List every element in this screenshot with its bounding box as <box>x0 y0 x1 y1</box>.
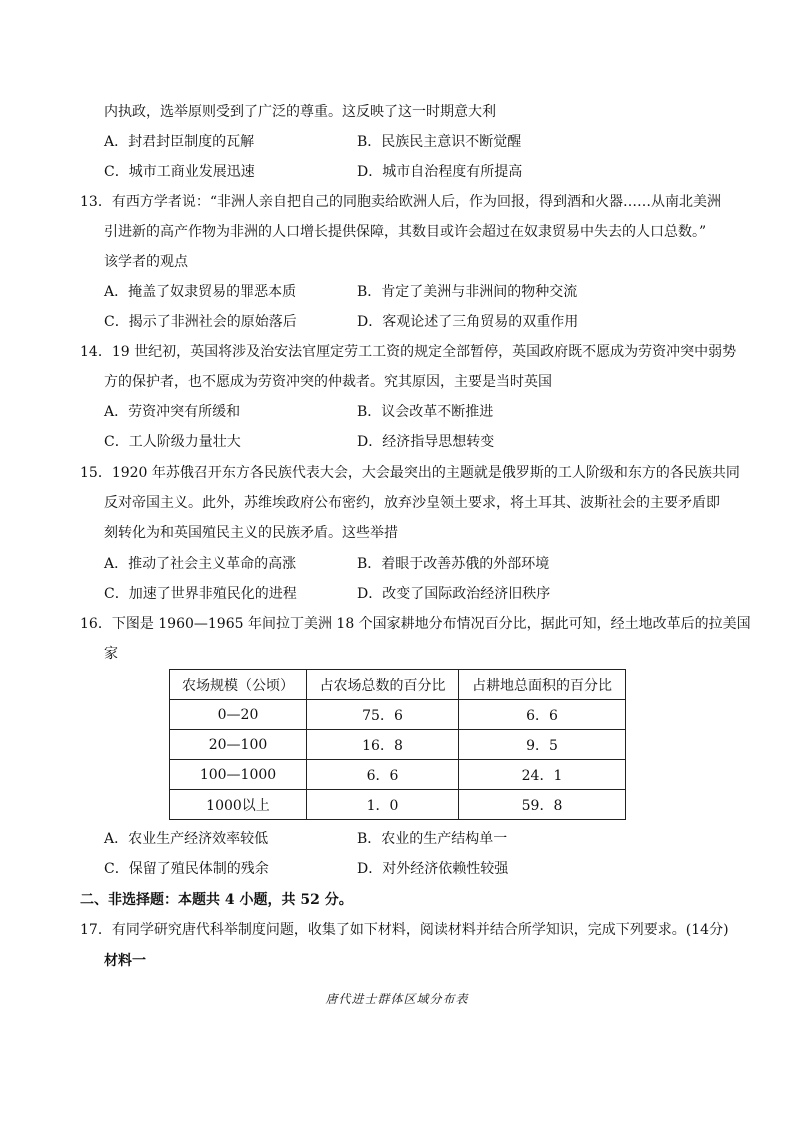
table-row <box>170 700 626 730</box>
table-cell: 20—100 <box>170 730 307 760</box>
table-row <box>170 790 626 820</box>
table-cell: 1000以上 <box>170 790 307 820</box>
q14-option-a: A．劳资冲突有所缓和 <box>104 404 241 420</box>
q13-option-a: A．掩盖了奴隶贸易的罪恶本质 <box>104 284 297 300</box>
q12-option-b: B．民族民主意识不断觉醒 <box>357 134 522 150</box>
table-cell: 1．0 <box>307 790 459 820</box>
table-cell: 24．1 <box>459 760 626 790</box>
table-cell: 0—20 <box>170 700 307 730</box>
table-cell: 75．6 <box>307 700 459 730</box>
table-caption: 唐代进士群体区域分布表 <box>325 992 469 1006</box>
q12-option-d: D．城市自治程度有所提高 <box>357 164 523 180</box>
q15-option-a: A．推动了社会主义革命的高涨 <box>104 556 297 572</box>
q16-option-b: B．农业的生产结构单一 <box>357 831 508 847</box>
table-cell: 6．6 <box>459 700 626 730</box>
q16-stem-line2: 家 <box>104 646 118 662</box>
q13-stem-line2: 引进新的高产作物为非洲的人口增长提供保障，其数目或许会超过在奴隶贸易中失去的人口总数。” <box>104 224 707 240</box>
q14-option-c: C．工人阶级力量壮大 <box>104 434 241 450</box>
q14-option-b: B．议会改革不断推进 <box>357 404 494 420</box>
table-cell: 6．6 <box>307 760 459 790</box>
table-row <box>170 760 626 790</box>
q13-stem-line1: 13．有西方学者说：“非洲人亲自把自己的同胞卖给欧洲人后，作为回报，得到酒和火器……从南北美洲 <box>80 194 721 210</box>
table-cell: 16．8 <box>307 730 459 760</box>
table-header-row <box>170 670 626 700</box>
q15-option-d: D．改变了国际政治经济旧秩序 <box>357 586 551 602</box>
q16-option-a: A．农业生产经济效率较低 <box>104 831 269 847</box>
q12-option-a: A．封君封臣制度的瓦解 <box>104 134 255 150</box>
q14-option-d: D．经济指导思想转变 <box>357 434 495 450</box>
q14-stem-line1: 14．19 世纪初，英国将涉及治安法官厘定劳工工资的规定全部暂停，英国政府既不愿成为劳资冲突中弱势 <box>80 344 737 360</box>
section-heading: 二、非选择题：本题共 4 小题，共 52 分。 <box>80 892 353 908</box>
q13-stem-line3: 该学者的观点 <box>104 254 188 270</box>
q15-stem-line3: 刻转化为和英国殖民主义的民族矛盾。这些举措 <box>104 525 398 541</box>
q15-option-b: B．着眼于改善苏俄的外部环境 <box>357 556 550 572</box>
farmland-distribution-table <box>169 669 626 820</box>
q13-option-c: C．揭示了非洲社会的原始落后 <box>104 314 297 330</box>
q16-stem-line1: 16．下图是 1960—1965 年间拉丁美洲 18 个国家耕地分布情况百分比，据此可知，经土地改革后的拉美国 <box>80 616 751 632</box>
table-row <box>170 730 626 760</box>
table-header-cell: 农场规模（公顷） <box>170 670 307 700</box>
q17-material-label: 材料一 <box>104 953 146 969</box>
q14-stem-line2: 方的保护者，也不愿成为劳资冲突的仲裁者。究其原因，主要是当时英国 <box>104 374 552 390</box>
q15-stem-line1: 15．1920 年苏俄召开东方各民族代表大会，大会最突出的主题就是俄罗斯的工人阶级和东方的各民族共同 <box>80 465 740 481</box>
q13-option-b: B．肯定了美洲与非洲间的物种交流 <box>357 284 578 300</box>
q15-stem-line2: 反对帝国主义。此外，苏维埃政府公布密约，放弃沙皇领土要求，将土耳其、波斯社会的主要矛盾即 <box>104 495 720 511</box>
table-cell: 59．8 <box>459 790 626 820</box>
q17-stem: 17．有同学研究唐代科举制度问题，收集了如下材料，阅读材料并结合所学知识，完成下列要求。(14分) <box>80 922 729 938</box>
q12-stem-continuation: 内执政，选举原则受到了广泛的尊重。这反映了这一时期意大利 <box>104 104 496 120</box>
q12-option-c: C．城市工商业发展迅速 <box>104 164 255 180</box>
q15-option-c: C．加速了世界非殖民化的进程 <box>104 586 297 602</box>
q16-option-d: D．对外经济依赖性较强 <box>357 861 509 877</box>
table-header-cell: 占耕地总面积的百分比 <box>459 670 626 700</box>
table-cell: 100—1000 <box>170 760 307 790</box>
table-header-cell: 占农场总数的百分比 <box>307 670 459 700</box>
q16-option-c: C．保留了殖民体制的残余 <box>104 861 269 877</box>
table-cell: 9．5 <box>459 730 626 760</box>
q13-option-d: D．客观论述了三角贸易的双重作用 <box>357 314 579 330</box>
